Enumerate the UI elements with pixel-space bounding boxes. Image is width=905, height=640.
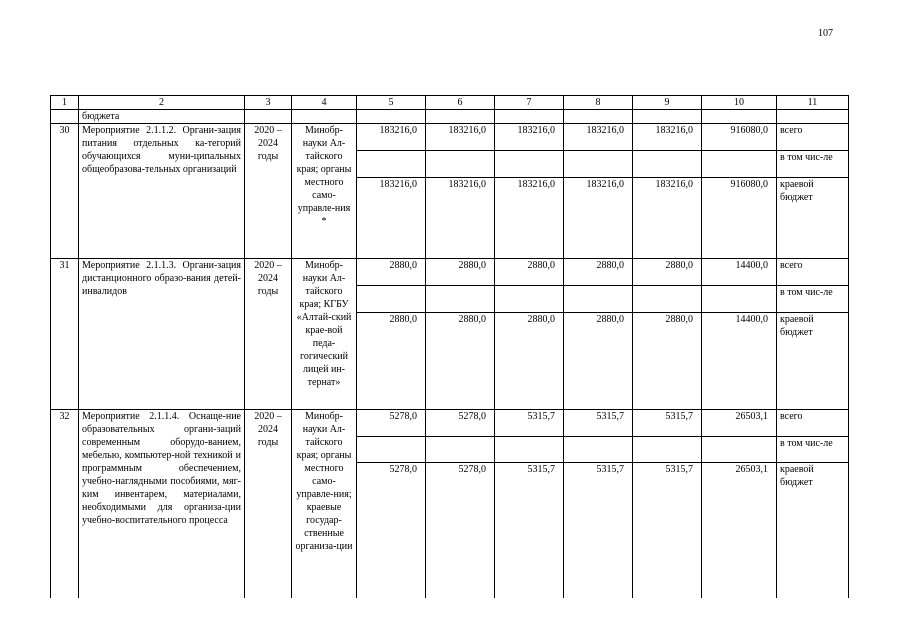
source-label: в том чис-ле <box>777 151 849 178</box>
value-cell: 2880,0 <box>426 259 495 286</box>
value-cell: 2880,0 <box>564 259 633 286</box>
header-cell: 9 <box>633 96 702 110</box>
source-label: краевой бюджет <box>777 313 849 410</box>
value-cell: 5278,0 <box>426 463 495 599</box>
source-label: краевой бюджет <box>777 178 849 259</box>
measure-row-total <box>51 124 849 151</box>
header-cell: 7 <box>495 96 564 110</box>
header-cell: 3 <box>245 96 292 110</box>
measure-name: Мероприятие 2.1.1.2. Органи-зация питания отдельных ка-тегорий обучающихся муни-ципальных общеобразова-тельных организаций <box>79 124 245 259</box>
value-cell: 5278,0 <box>426 410 495 437</box>
value-cell: 2880,0 <box>633 313 702 410</box>
source-label: в том чис-ле <box>777 286 849 313</box>
source-label: в том чис-ле <box>777 436 849 463</box>
carryover-row <box>51 110 849 124</box>
measure-name: Мероприятие 2.1.1.3. Органи-зация дистанционного образо-вания детей-инвалидов <box>79 259 245 410</box>
carryover-text: бюджета <box>79 110 245 124</box>
value-cell: 2880,0 <box>357 313 426 410</box>
value-cell: 2880,0 <box>495 313 564 410</box>
value-cell: 5315,7 <box>495 463 564 599</box>
value-cell: 5315,7 <box>495 410 564 437</box>
total-value-cell: 916080,0 <box>702 124 777 151</box>
total-value-cell: 14400,0 <box>702 313 777 410</box>
header-cell: 5 <box>357 96 426 110</box>
value-cell: 2880,0 <box>633 259 702 286</box>
measure-row-total <box>51 410 849 437</box>
header-row <box>51 96 849 110</box>
total-value-cell: 14400,0 <box>702 259 777 286</box>
row-number: 32 <box>51 410 79 599</box>
measure-period: 2020 – 2024 годы <box>245 259 292 410</box>
page-number: 107 <box>818 28 833 39</box>
value-cell: 183216,0 <box>357 178 426 259</box>
total-value-cell: 26503,1 <box>702 463 777 599</box>
measure-period: 2020 – 2024 годы <box>245 124 292 259</box>
header-cell: 1 <box>51 96 79 110</box>
value-cell: 183216,0 <box>357 124 426 151</box>
value-cell: 5278,0 <box>357 463 426 599</box>
value-cell: 5315,7 <box>633 463 702 599</box>
header-cell: 4 <box>292 96 357 110</box>
total-value-cell: 916080,0 <box>702 178 777 259</box>
value-cell: 2880,0 <box>357 259 426 286</box>
measure-period: 2020 – 2024 годы <box>245 410 292 599</box>
source-label: всего <box>777 124 849 151</box>
value-cell: 183216,0 <box>564 178 633 259</box>
measure-executor: Минобр-науки Ал-тайского края; органы местного само-управле-ния; краевые государ-ственные организа-ции <box>292 410 357 599</box>
measure-executor: Минобр-науки Ал-тайского края; органы местного само-управле-ния * <box>292 124 357 259</box>
value-cell: 183216,0 <box>495 124 564 151</box>
header-cell: 10 <box>702 96 777 110</box>
measure-executor: Минобр-науки Ал-тайского края; КГБУ «Алтай-ский крае-вой педа-гогический лицей ин-тернат» <box>292 259 357 410</box>
source-label: всего <box>777 259 849 286</box>
header-cell: 8 <box>564 96 633 110</box>
measure-name: Мероприятие 2.1.1.4. Оснаще-ние образовательных органи-заций современным оборудо-ванием, мебелью, компьютер-ной техникой и программным обеспечением, учебно-наглядными пособиями, мяг-ким инвентарем, материалами, необходимыми для организа-ции учебно-воспитательного процесса <box>79 410 245 599</box>
source-label: всего <box>777 410 849 437</box>
value-cell: 183216,0 <box>426 124 495 151</box>
value-cell: 5278,0 <box>357 410 426 437</box>
measure-row-total <box>51 259 849 286</box>
value-cell: 2880,0 <box>564 313 633 410</box>
header-cell: 11 <box>777 96 849 110</box>
value-cell: 5315,7 <box>633 410 702 437</box>
value-cell: 5315,7 <box>564 410 633 437</box>
source-label: краевой бюджет <box>777 463 849 599</box>
value-cell: 183216,0 <box>564 124 633 151</box>
row-number: 31 <box>51 259 79 410</box>
program-measures-table <box>50 95 849 598</box>
value-cell: 5315,7 <box>564 463 633 599</box>
total-value-cell: 26503,1 <box>702 410 777 437</box>
value-cell: 183216,0 <box>426 178 495 259</box>
value-cell: 2880,0 <box>426 313 495 410</box>
value-cell: 183216,0 <box>633 178 702 259</box>
value-cell: 183216,0 <box>495 178 564 259</box>
row-number: 30 <box>51 124 79 259</box>
value-cell: 183216,0 <box>633 124 702 151</box>
header-cell: 6 <box>426 96 495 110</box>
value-cell: 2880,0 <box>495 259 564 286</box>
header-cell: 2 <box>79 96 245 110</box>
